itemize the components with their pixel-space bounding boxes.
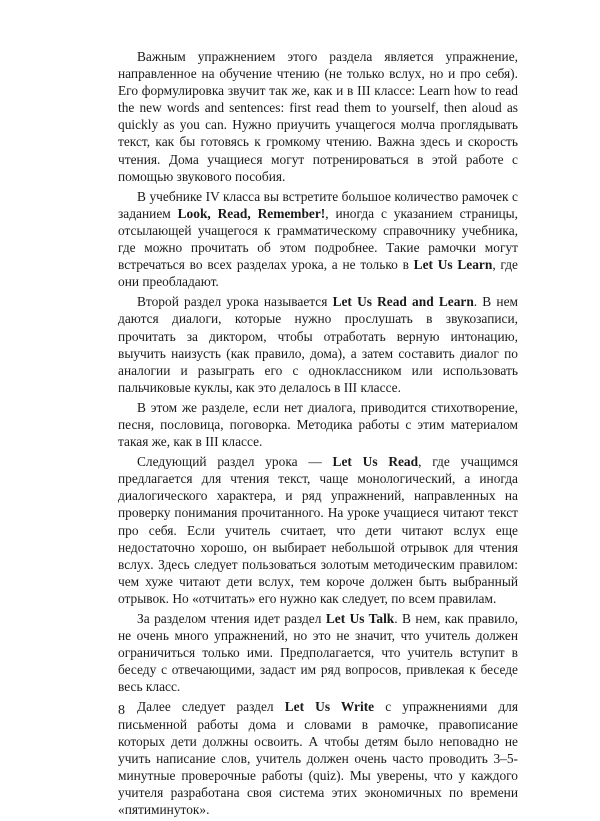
paragraph (118, 610, 518, 695)
text-run: . В нем, как правило, не очень много упражнений, но это не значит, что учитель должен ограничиться только ими. Предполагается, что учитель вступит в беседу с отвечающими, задаст им ряд вопросов, привлекая к беседе весь класс. (118, 611, 518, 695)
section-name: Let Us Talk (325, 611, 395, 626)
text-run: Второй раздел урока называется (137, 294, 333, 310)
text-run: Следующий раздел урока — (137, 454, 333, 470)
text-run: В учебнике IV класса вы встретите большое количество рамочек с заданием (118, 188, 518, 221)
paragraph (118, 399, 518, 450)
section-name: Let Us Read and Learn (332, 294, 474, 310)
page-number: 8 (118, 703, 125, 718)
text-run: с упражнениями для письменной работы дома и словами в рамочке, правописание которых дети должны освоить. А чтобы детям было неповадно не учить написание слов, учитель должен очень часто проводить 3–5-минутные проверочные работы (quiz). Мы уверены, что у каждого учителя разработана своя система этих экономичных по времени «пятиминуток». (118, 699, 518, 818)
section-name: Look, Read, Remember! (177, 205, 326, 221)
paragraph (118, 293, 518, 396)
section-name: Let Us Write (284, 699, 375, 715)
text-run: Далее следует раздел (137, 699, 285, 715)
text-run: . В нем даются диалоги, которые нужно прослушать в звукозаписи, прочитать за диктором, чтобы отработать верную интонацию, выучить наизусть (как правило, дома), а затем составить диалог по аналогии и разыграть его с одноклассником или использовать пальчиковые куклы, как это делалось в III классе. (118, 294, 518, 395)
text-run: , где учащимся предлагается для чтения текст, чаще монологический, а иногда диалогического характера, и ряд упражнений, направленных на проверку понимания прочитанного. На уроке учащиеся читают текст про себя. Если учитель считает, что дети читают вслух еще недостаточно хорошо, он выбирает небольшой отрывок для чтения вслух. Здесь следует пользоваться золотым методическим правилом: чем хуже читают дети вслух, тем короче должен быть выбранный отрывок. Но «отчитать» его нужно как следует, по всем правилам. (118, 454, 519, 606)
section-name: Let Us Read (332, 454, 419, 470)
paragraph (118, 48, 518, 185)
text-run: За разделом чтения идет раздел (137, 611, 326, 626)
paragraph (118, 188, 518, 291)
paragraph (118, 453, 518, 607)
paragraph (118, 698, 518, 818)
text-run: , иногда с указанием страницы, отсылающей учащегося к грамматическому справочнику учебника, где можно прочитать об этом подробнее. Такие рамочки могут встречаться во всех разделах урока, а не только в (118, 205, 519, 273)
section-name: Let Us Learn (413, 257, 493, 273)
body-text (118, 48, 518, 821)
text-run: , где они преобладают. (118, 257, 519, 290)
text-run: В этом же разделе, если нет диалога, приводится стихотворение, песня, пословица, поговорка. Методика работы с этим материалом такая же, как в III классе. (118, 399, 518, 450)
text-run: Важным упражнением этого раздела является упражнение, направленное на обучение чтению (не только вслух, но и про себя). Его формулировка звучит так же, как и в III классе: Learn how to read the new words and sentences: first read them to yourself, then aloud as quickly as you can. Нужно приучить учащегося молча проглядывать текст, как бы готовясь к громкому чтению. Важна здесь и скорость чтения. Дома учащиеся могут потренироваться в этой работе с помощью звукового пособия. (118, 49, 518, 184)
